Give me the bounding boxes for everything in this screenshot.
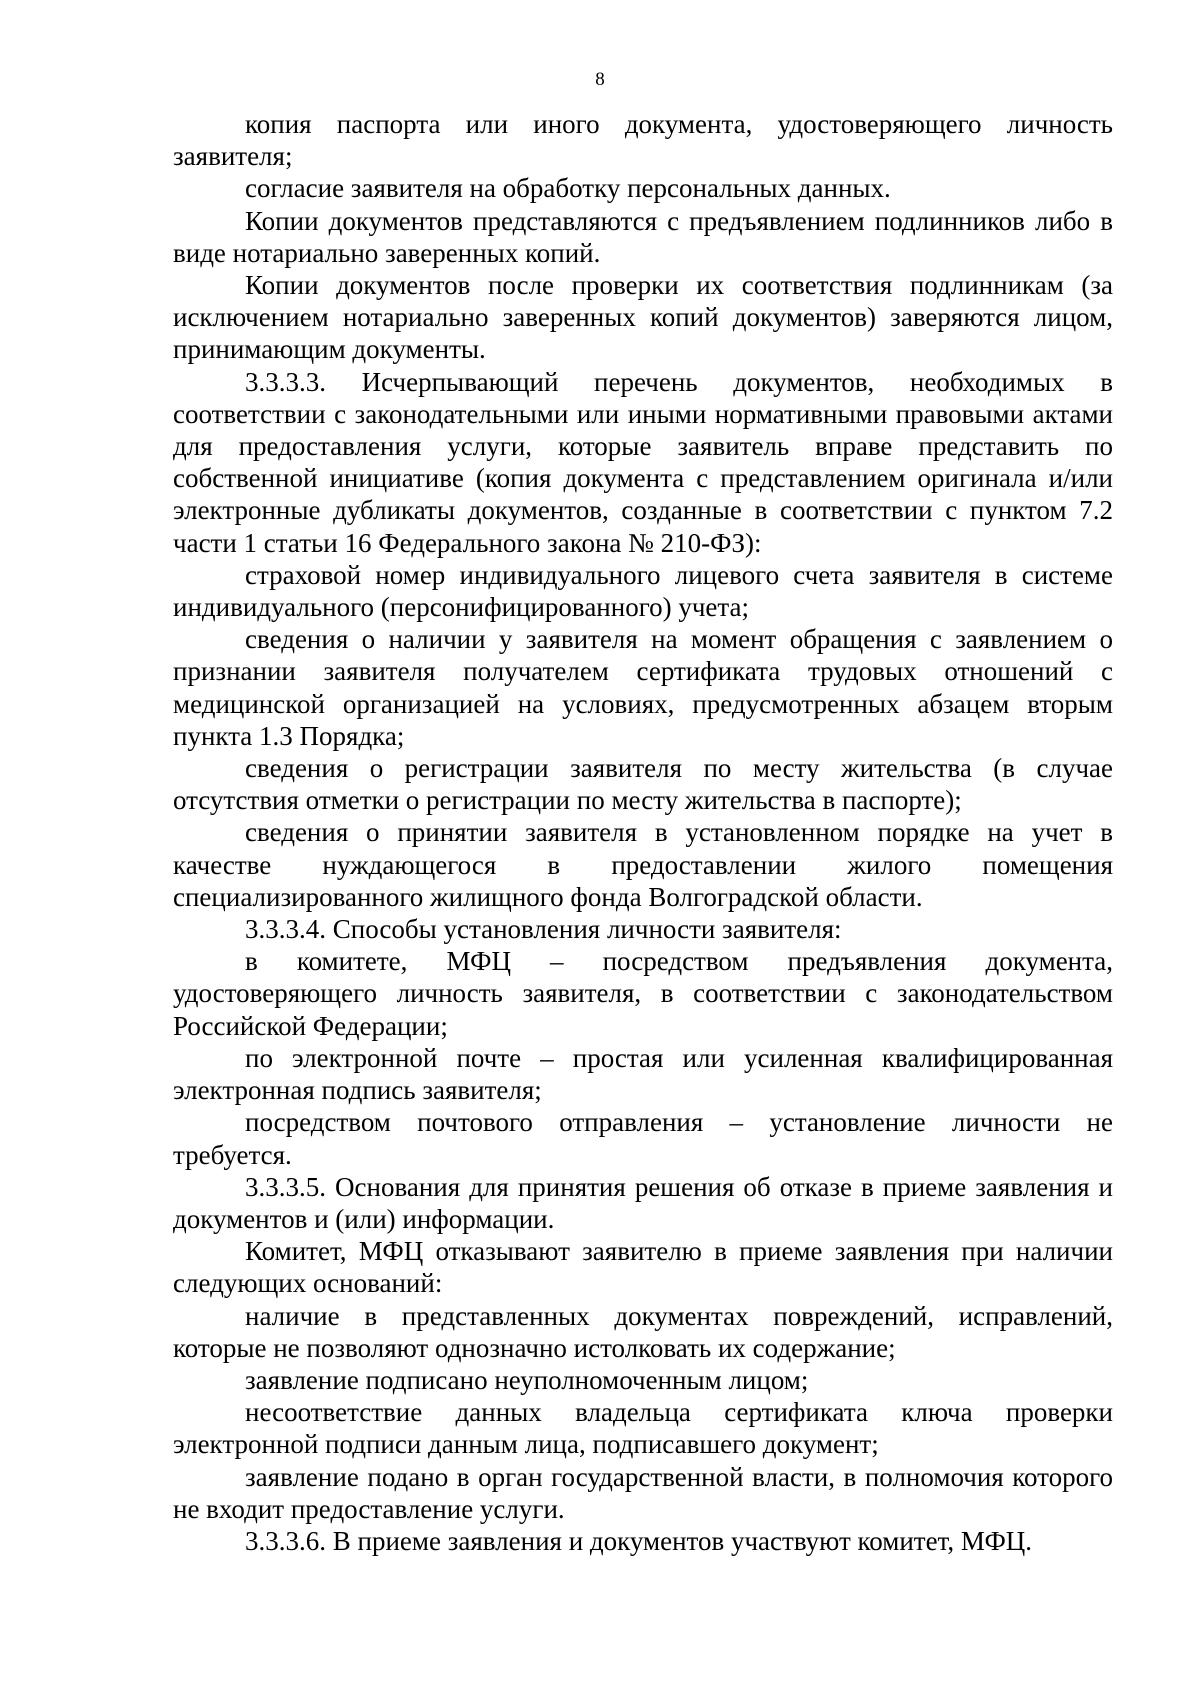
paragraph: 3.3.3.3. Исчерпывающий перечень документов, необходимых в соответствии с законодательными или иными нормативными правовыми актами для предоставления услуги, которые заявитель вправе представить по собственной инициативе (копия документа с представлением оригинала и/или электронные дубликаты документов, созданные в соответствии с пунктом 7.2 части 1 статьи 16 Федерального закона № 210-ФЗ): bbox=[173, 366, 1113, 558]
paragraph: сведения о наличии у заявителя на момент обращения с заявлением о признании заявителя получателем сертификата трудовых отношений с медицинской организацией на условиях, предусмотренных абзацем вторым пункта 1.3 Порядка; bbox=[173, 624, 1113, 751]
paragraph: сведения о принятии заявителя в установленном порядке на учет в качестве нуждающегося в предоставлении жилого помещения специализированного жилищного фонда Волгоградской области. bbox=[173, 817, 1113, 912]
document-body bbox=[173, 108, 1113, 1557]
paragraph: копия паспорта или иного документа, удостоверяющего личность заявителя; bbox=[173, 109, 1113, 172]
paragraph: наличие в представленных документах повреждений, исправлений, которые не позволяют однозначно истолковать их содержание; bbox=[173, 1300, 1113, 1363]
paragraph: несоответствие данных владельца сертификата ключа проверки электронной подписи данным лица, подписавшего документ; bbox=[173, 1397, 1113, 1460]
paragraph: Копии документов представляются с предъявлением подлинников либо в виде нотариально заверенных копий. bbox=[173, 205, 1113, 268]
paragraph: страховой номер индивидуального лицевого счета заявителя в системе индивидуального (персонифицированного) учета; bbox=[173, 559, 1113, 623]
page-number: 8 bbox=[595, 69, 605, 90]
paragraph: сведения о регистрации заявителя по месту жительства (в случае отсутствия отметки о регистрации по месту жительства в паспорте); bbox=[173, 753, 1113, 816]
paragraph: Копии документов после проверки их соответствия подлинникам (за исключением нотариально заверенных копий документов) заверяются лицом, принимающим документы. bbox=[173, 270, 1113, 365]
paragraph: согласие заявителя на обработку персональных данных. bbox=[245, 173, 891, 204]
paragraph: Комитет, МФЦ отказывают заявителю в приеме заявления при наличии следующих оснований: bbox=[173, 1236, 1113, 1299]
paragraph: 3.3.3.5. Основания для принятия решения об отказе в приеме заявления и документов и (или) информации. bbox=[173, 1171, 1113, 1234]
paragraph: по электронной почте – простая или усиленная квалифицированная электронная подпись заявителя; bbox=[173, 1042, 1113, 1106]
paragraph: заявление подано в орган государственной власти, в полномочия которого не входит предоставление услуги. bbox=[173, 1461, 1113, 1524]
paragraph: 3.3.3.4. Способы установления личности заявителя: bbox=[245, 914, 842, 945]
paragraph: посредством почтового отправления – установление личности не требуется. bbox=[173, 1107, 1113, 1170]
paragraph: заявление подписано неуполномоченным лицом; bbox=[245, 1364, 809, 1395]
paragraph: в комитете, МФЦ – посредством предъявления документа, удостоверяющего личность заявителя, в соответствии с законодательством Российской Федерации; bbox=[173, 946, 1113, 1041]
paragraph: 3.3.3.6. В приеме заявления и документов участвуют комитет, МФЦ. bbox=[245, 1525, 1033, 1556]
